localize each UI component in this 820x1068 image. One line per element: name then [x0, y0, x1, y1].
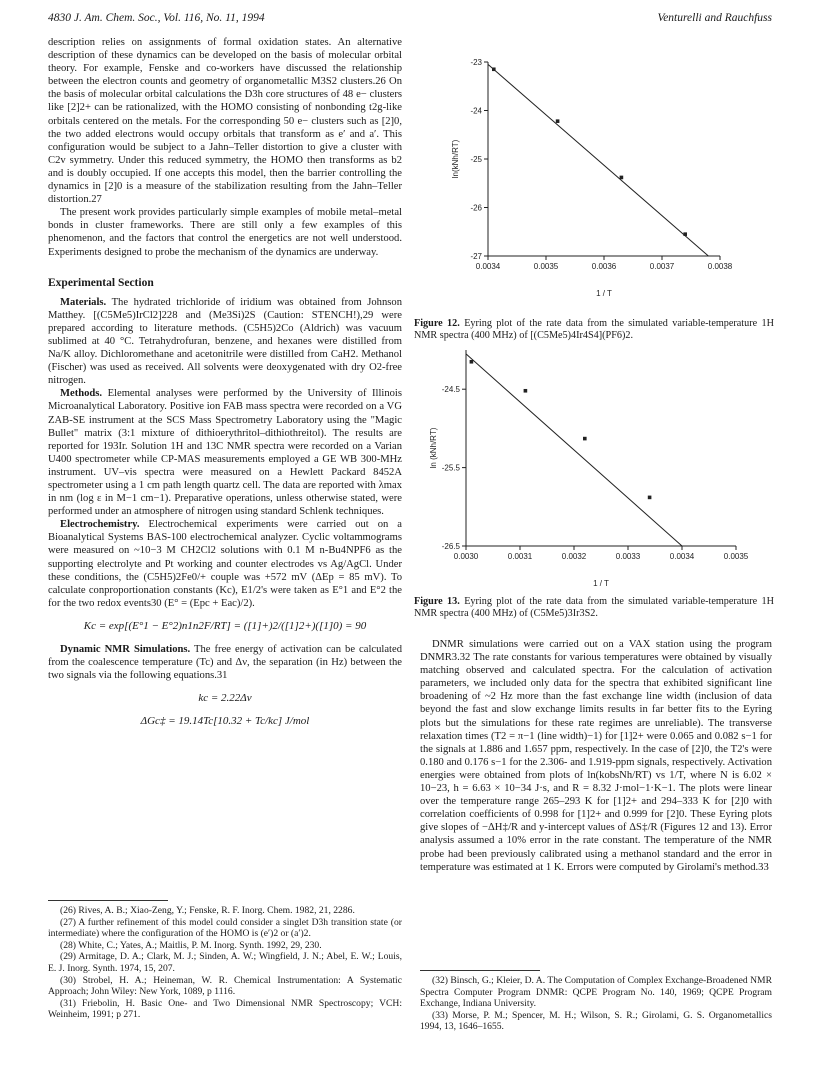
x-tick-label: 0.0035 — [723, 552, 749, 561]
x-tick-label: 0.0030 — [453, 552, 479, 561]
paragraph-text: Elemental analyses were performed by the University of Illinois Microanalytical Laboratory. Positive ion FAB mass spectra were recorded on a VG ZAB-SE instrument at the SCS Mass Spectrometry Laboratory using the "Magic Bullet" matrix (3:1 mixture of dithioerythritol–dithiothreitol). The results are reported for 193Ir. Solution 1H and 13C NMR spectra were recorded on a Varian U400 spectrometer while CP-MAS measurements employed a GE WB 300-MHz instrument. UV–vis spectra were measured on a Hewlett Packard 8452A spectrometer using a 1 cm path length quartz cell. The data are reported with λmax in nm (log ε in M−1 cm−1). Preparative operations, unless otherwise stated, were performed under an atmosphere of nitrogen using standard Schlenk techniques. — [48, 388, 402, 518]
fit-line — [488, 64, 708, 256]
y-tick-label: -26 — [470, 203, 482, 213]
run-in-heading: Dynamic NMR Simulations. — [60, 644, 191, 656]
y-tick-label: -25.5 — [441, 463, 460, 473]
x-tick-label: 0.0031 — [507, 552, 533, 561]
x-tick-label: 0.0037 — [649, 262, 675, 271]
figure-13-caption — [414, 596, 774, 621]
footnote: (29) Armitage, D. A.; Clark, M. J.; Sinden, A. W.; Wingfield, J. N.; Abel, E. W.; Louis, E. J. Inorg. Synth. 1974, 15, 207. — [48, 951, 402, 974]
running-header — [48, 12, 772, 28]
figure-12-chart — [440, 56, 740, 298]
footnote: (33) Morse, P. M.; Spencer, M. H.; Wilson, S. R.; Girolami, G. S. Organometallics 1994, 13, 1646–1655. — [420, 1009, 772, 1033]
footnote: (26) Rives, A. B.; Xiao-Zeng, Y.; Fenske, R. F. Inorg. Chem. 1982, 21, 2286. — [60, 905, 355, 916]
y-tick-label: -26.5 — [441, 542, 460, 551]
y-axis-label: ln (kNh/RT) — [429, 427, 438, 469]
y-tick-label: -27 — [470, 252, 482, 261]
x-tick-label: 0.0032 — [561, 552, 587, 561]
figure-label: Figure 13. — [414, 596, 460, 607]
paragraph-materials — [48, 296, 402, 388]
x-tick-label: 0.0034 — [669, 552, 695, 561]
run-in-heading: Methods. — [60, 388, 103, 400]
data-point — [470, 360, 474, 364]
paragraph: DNMR simulations were carried out on a VAX station using the program DNMR3.32 The rate constants for various temperatures were obtained by visually matching observed and calculated spectra. For the calculation of activation parameters, we included only data for the spectra that exhibited significant line broadening of ~2 Hz more than the fast exchange line width (inclusion of data beyond the fast and slow exchange limits results in far better fits to the Eyring plots but the simulations for these rate regimes are unreliable). The transverse relaxation times (T2 = π−1 (line width)−1) for [1]2+ were 0.065 and 0.082 s−1 for the signals at 1.886 and 1.657 ppm, respectively. In the case of [2]0, the T2's were 0.180 and 0.176 s−1 for the 2.306- and 1.919-ppm signals, respectively. Activation energies were obtained from plots of ln(kobsNh/RT) vs 1/T, where N is 6.02 × 10−23, h = 6.63 × 10−34 J·s, and R = 8.32 J·mol−1·K−1. The plots were linear over the temperature range 265–293 K for [1]2+ and 294–333 K for [2]0 with correlation coefficients of 0.998 for [1]2+ and 0.999 for [2]0. These Eyring plots give slopes of −ΔH‡/R and y-intercept values of ΔS‡/R (Figures 12 and 13). Error analysis assumed a 10% error in the rate constant. The temperature of the NMR probe had been previously calibrated using a methanol standard and the error in temperature was estimated at 1 K. Errors were computed by Girolami's method.33 — [420, 639, 772, 873]
header-journal: 4830 J. Am. Chem. Soc., Vol. 116, No. 11, 1994 — [48, 12, 265, 24]
x-axis-label: 1 / T — [593, 579, 609, 588]
section-heading: Experimental Section — [48, 276, 154, 289]
run-in-heading: Materials. — [60, 296, 107, 308]
paragraph: description relies on assignments of formal oxidation states. An alternative description of these dynamics can be developed on the basis of molecular orbital theory. For example, Fenske and co-workers have discussed the relationship between the electron counts and geometry of organometallic M3S2 clusters.26 On the basis of molecular orbital calculations the D3h core structures of 48 e− clusters like [2]2+ can be rationalized, with the HOMO consisting of nonbonding t2g-like orbitals centered on the metals. For the corresponding 50 e− clusters such as [2]0, the two added electrons would occupy orbitals that transform as e′ and a′. This configuration would be subject to a Jahn–Teller distortion to give a cluster with C2v symmetry. Under this reduced symmetry, the HOMO then transforms as b2 and is doubly occupied. If one accepts this model, then the barrier controlling the dynamics in [2]0 is a measure of the stabilization resulting from the Jahn–Teller distortion.27 — [48, 37, 402, 206]
caption-text: Eyring plot of the rate data from the simulated variable-temperature 1H NMR spectra (400 MHz) of (C5Me5)3Ir3S2. — [414, 596, 774, 620]
paragraph-text: The free energy of activation can be calculated from the coalescence temperature (Tc) and Δν, the separation (in Hz) between the two signals via the following equations.31 — [48, 644, 402, 682]
x-axis-label: 1 / T — [596, 289, 612, 298]
paragraph-electrochemistry — [48, 518, 402, 610]
paragraph: The present work provides particularly simple examples of mobile metal–metal bonds in cluster frameworks. There are still only a few examples of this phenomenon, and the factors that control the energetics are not well understood. Experiments designed to probe the mechanism of the dynamics are underway. — [48, 207, 402, 258]
footnote: (27) A further refinement of this model could consider a singlet D3h transition state (or intermediate) where the configuration of the HOMO is (e′)2 or (a′)2. — [48, 916, 402, 940]
y-tick-label: -25 — [470, 155, 482, 164]
run-in-heading: Electrochemistry. — [60, 519, 140, 531]
left-footnotes — [48, 900, 402, 1021]
footnote: (31) Friebolin, H. Basic One- and Two Dimensional NMR Spectroscopy; VCH: Weinheim, 1991; p 271. — [48, 997, 402, 1021]
left-column — [48, 36, 402, 739]
footnote: (28) White, C.; Yates, A.; Maitlis, P. M. Inorg. Synth. 1992, 29, 230. — [60, 939, 322, 951]
right-footnotes — [420, 970, 772, 1033]
equation: kc = 2.22Δν — [198, 692, 252, 705]
data-point — [620, 176, 624, 180]
y-axis-label: ln(kNh/RT) — [451, 139, 460, 179]
footnote: (30) Strobel, H. A.; Heineman, W. R. Chemical Instrumentation: A Systematic Approach; John Wiley: New York, 1089, p 1116. — [48, 974, 402, 998]
data-point — [683, 232, 687, 236]
figure-13-chart — [426, 340, 756, 588]
paragraph-methods — [48, 387, 402, 518]
fit-line — [466, 354, 682, 546]
y-tick-label: -24.5 — [441, 385, 460, 395]
y-tick-label: -23 — [470, 58, 482, 67]
x-tick-label: 0.0038 — [707, 262, 733, 271]
data-point — [556, 119, 560, 123]
data-point — [583, 437, 587, 441]
data-point — [648, 496, 652, 500]
caption-text: Eyring plot of the rate data from the simulated variable-temperature 1H NMR spectra (400 MHz) of [(C5Me5)4Ir4S4](PF6)2. — [414, 318, 774, 342]
data-point — [492, 67, 496, 71]
footnote: (32) Binsch, G.; Kleier, D. A. The Computation of Complex Exchange-Broadened NMR Spectra Computer Program DNMR: QCPE Program No. 140, 1969; QCPE Program Exchange, Indiana University. — [420, 975, 772, 1010]
data-point — [524, 389, 528, 393]
footnote-rule — [48, 900, 168, 901]
x-tick-label: 0.0036 — [591, 262, 617, 271]
paragraph-text: The hydrated trichloride of iridium was obtained from Johnson Matthey. [(C5Me5)IrCl2]228 and (Me3Si)2S (Caution: STENCH!),29 were prepared according to literature methods. (C5H5)2Co (Aldrich) was vacuum sublimed at 40 °C. Tetrahydrofuran, benzene, and hexanes were distilled from Na/K alloy. Dichloromethane and acetonitrile were distilled from CaH2. Methanol (Fischer) was used as received. All solvents were deoxygenated with dry O2-free nitrogen. — [48, 296, 402, 387]
equation: ΔGc‡ = 19.14Tc[10.32 + Tc/kc] J/mol — [140, 715, 310, 728]
footnote-rule — [420, 970, 540, 971]
header-authors: Venturelli and Rauchfuss — [657, 12, 772, 24]
y-tick-label: -24 — [470, 106, 482, 116]
paragraph-text: Electrochemical experiments were carried out on a Bioanalytical Systems BAS-100 electrochemical analyzer. Cyclic voltammograms were measured on ~10−3 M CH2Cl2 solutions with 0.1 M n-Bu4NPF6 as the supporting electrolyte and Pt working and counter electrodes vs Ag/AgCl. Under these conditions, the (C5H5)2Fe0/+ couple was +572 mV (ΔEp = 85 mV). To calculate conproportionation constants (Kc), E1/2's were taken as E°1 and E°2 the for the two redox events30 (E° = (Epc + Eac)/2). — [48, 519, 402, 609]
equation: Kc = exp[(E°1 − E°2)n1n2F/RT] = ([1]+)2/([1]2+)([1]0) = 90 — [83, 619, 367, 632]
figure-label: Figure 12. — [414, 318, 460, 329]
x-tick-label: 0.0034 — [475, 262, 501, 271]
right-text — [420, 638, 772, 874]
paragraph-dnmr — [48, 643, 402, 682]
x-tick-label: 0.0033 — [615, 552, 641, 561]
x-tick-label: 0.0035 — [533, 262, 559, 271]
